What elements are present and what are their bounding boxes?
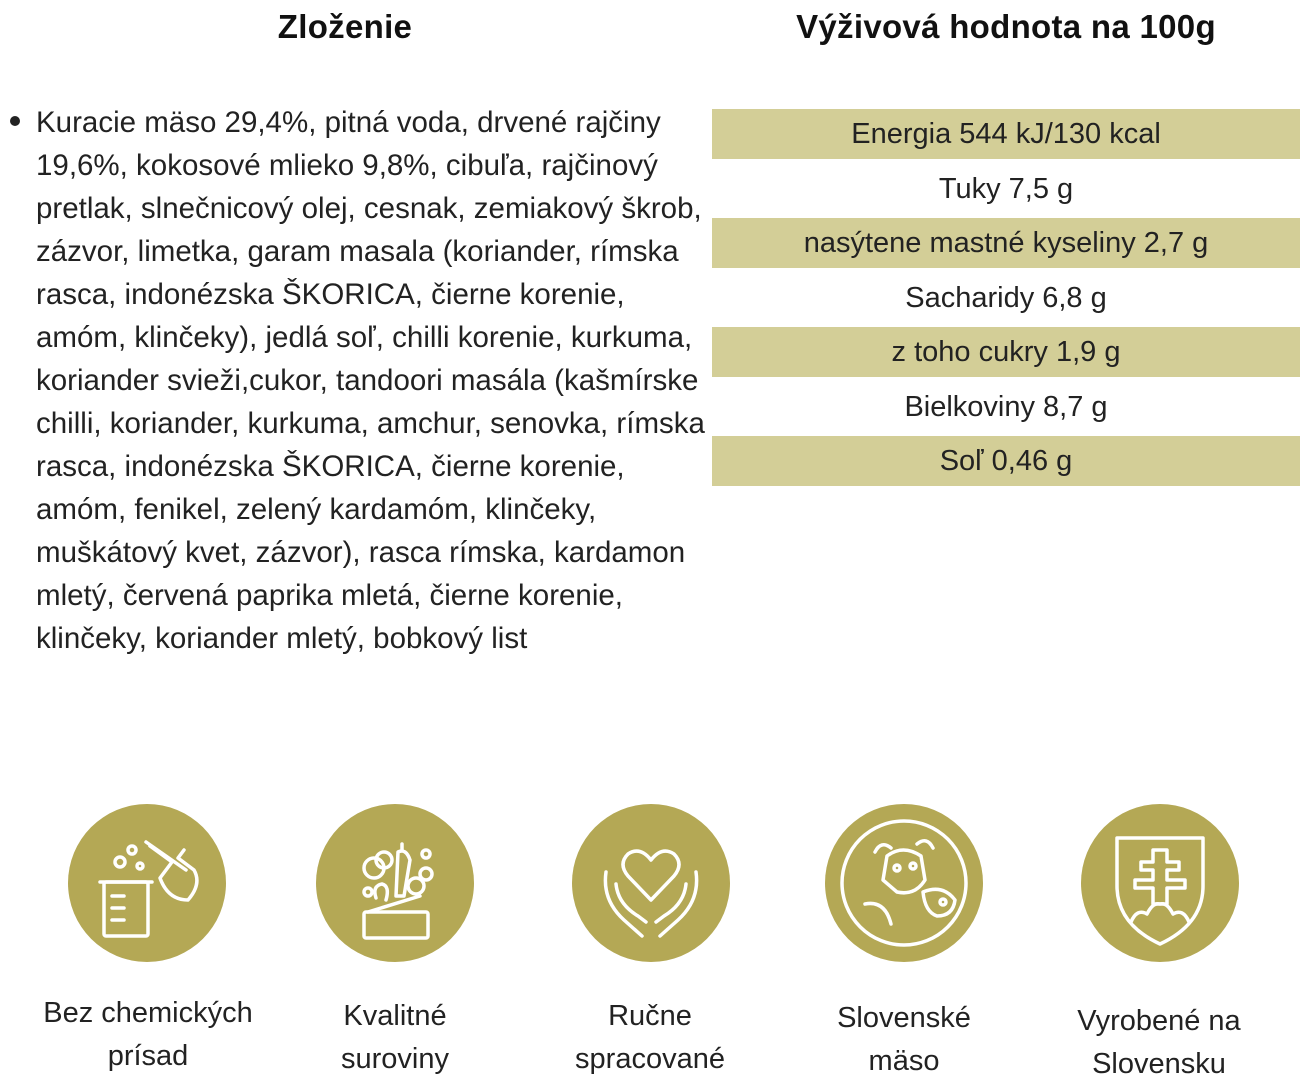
nutrition-table xyxy=(712,109,1300,491)
cow-pig-icon xyxy=(825,804,983,962)
badge-label-line2: prísad xyxy=(107,1040,189,1072)
nutrition-row-protein: Bielkoviny 8,7 g xyxy=(904,390,1108,423)
nutrition-row-carbohydrates: Sacharidy 6,8 g xyxy=(905,281,1107,314)
nutrition-row-saturated-fat: nasýtene mastné kyseliny 2,7 g xyxy=(712,218,1300,268)
badge-label-line2: Slovensku xyxy=(1092,1048,1226,1080)
slovak-coat-of-arms-icon xyxy=(1081,804,1239,962)
ingredients-title: Zloženie xyxy=(277,8,413,45)
badge-label-line2: spracované xyxy=(575,1043,725,1075)
badge-label-line1: Vyrobené na xyxy=(1077,1005,1241,1037)
nutrition-row-salt: Soľ 0,46 g xyxy=(712,436,1300,486)
badge-label-line1: Bez chemických xyxy=(43,997,253,1029)
lab-flask-icon xyxy=(68,804,226,962)
bullet-icon xyxy=(10,116,20,126)
badge-label-line1: Kvalitné xyxy=(343,1000,447,1032)
vegetables-basket-icon xyxy=(316,804,474,962)
nutrition-row-fat: Tuky 7,5 g xyxy=(938,172,1074,205)
nutrition-row-energy: Energia 544 kJ/130 kcal xyxy=(712,109,1300,159)
nutrition-title: Výživová hodnota na 100g xyxy=(796,8,1216,45)
ingredients-text: Kuracie mäso 29,4%, pitná voda, drvené rajčiny 19,6%, kokosové mlieko 9,8%, cibuľa, rajčinový pretlak, slnečnicový olej, cesnak, zemiakový škrob, zázvor, limetka, garam masala (koriander, rímska rasca, indonézska ŠKORICA, čierne korenie, amóm, klinčeky), jedlá soľ, chilli korenie, kurkuma, koriander svieži,cukor, tandoori masála (kašmírske chilli, koriander, kurkuma, amchur, senovka, rímska rasca, indonézska ŠKORICA, čierne korenie, amóm, fenikel, zelený kardamóm, klinčeky, muškátový kvet, zázvor), rasca rímska, kardamon mletý, červená paprika mletá, čierne korenie, klinčeky, koriander mletý, bobkový list xyxy=(36,106,705,655)
heart-hands-icon xyxy=(572,804,730,962)
feature-badges xyxy=(0,800,1300,1080)
badge-label-line1: Slovenské xyxy=(837,1002,971,1034)
ingredients-list-item xyxy=(36,101,708,660)
badge-label-line2: mäso xyxy=(868,1045,940,1077)
nutrition-row-sugars: z toho cukry 1,9 g xyxy=(712,327,1300,377)
badge-label-line1: Ručne xyxy=(608,1000,692,1032)
badge-label-line2: suroviny xyxy=(341,1043,449,1075)
